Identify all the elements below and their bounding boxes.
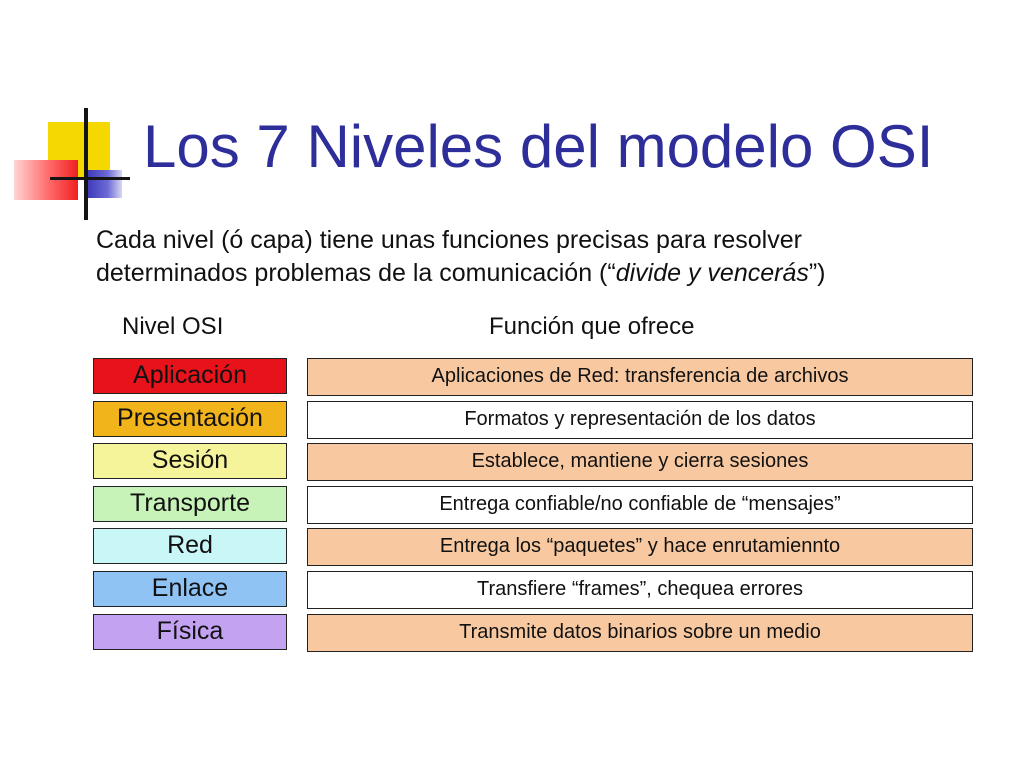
layer-name: Transporte: [93, 486, 287, 522]
decor-horizontal-line: [50, 177, 130, 180]
intro-text: [96, 224, 976, 290]
osi-layers-table: [93, 358, 973, 656]
layer-function: Transmite datos binarios sobre un medio: [307, 614, 973, 652]
layer-row: [93, 614, 973, 650]
intro-line-2-start: determinados problemas de la comunicación (“: [96, 259, 616, 287]
column-header-nivel: Nivel OSI: [122, 313, 224, 340]
decor-vertical-line: [84, 108, 88, 220]
decor-red-square: [14, 160, 78, 200]
slide-title: Los 7 Niveles del modelo OSI: [143, 113, 934, 180]
layer-name: Enlace: [93, 571, 287, 607]
layer-row: [93, 571, 973, 607]
intro-line-1: Cada nivel (ó capa) tiene unas funciones precisas para resolver: [96, 226, 802, 254]
layer-row: [93, 358, 973, 394]
layer-function: Formatos y representación de los datos: [307, 401, 973, 439]
layer-name: Presentación: [93, 401, 287, 437]
layer-function: Entrega confiable/no confiable de “mensajes”: [307, 486, 973, 524]
layer-row: [93, 401, 973, 437]
layer-name: Aplicación: [93, 358, 287, 394]
decor-blue-square: [86, 170, 122, 198]
layer-function: Aplicaciones de Red: transferencia de archivos: [307, 358, 973, 396]
layer-row: [93, 443, 973, 479]
layer-name: Red: [93, 528, 287, 564]
layer-row: [93, 486, 973, 522]
layer-name: Sesión: [93, 443, 287, 479]
layer-function: Entrega los “paquetes” y hace enrutamiennto: [307, 528, 973, 566]
intro-line-2-end: ”): [808, 259, 826, 287]
layer-function: Establece, mantiene y cierra sesiones: [307, 443, 973, 481]
layer-name: Física: [93, 614, 287, 650]
layer-function: Transfiere “frames”, chequea errores: [307, 571, 973, 609]
intro-line-2-emphasis: divide y vencerás: [615, 259, 809, 287]
column-header-funcion: Función que ofrece: [489, 313, 695, 340]
layer-row: [93, 528, 973, 564]
